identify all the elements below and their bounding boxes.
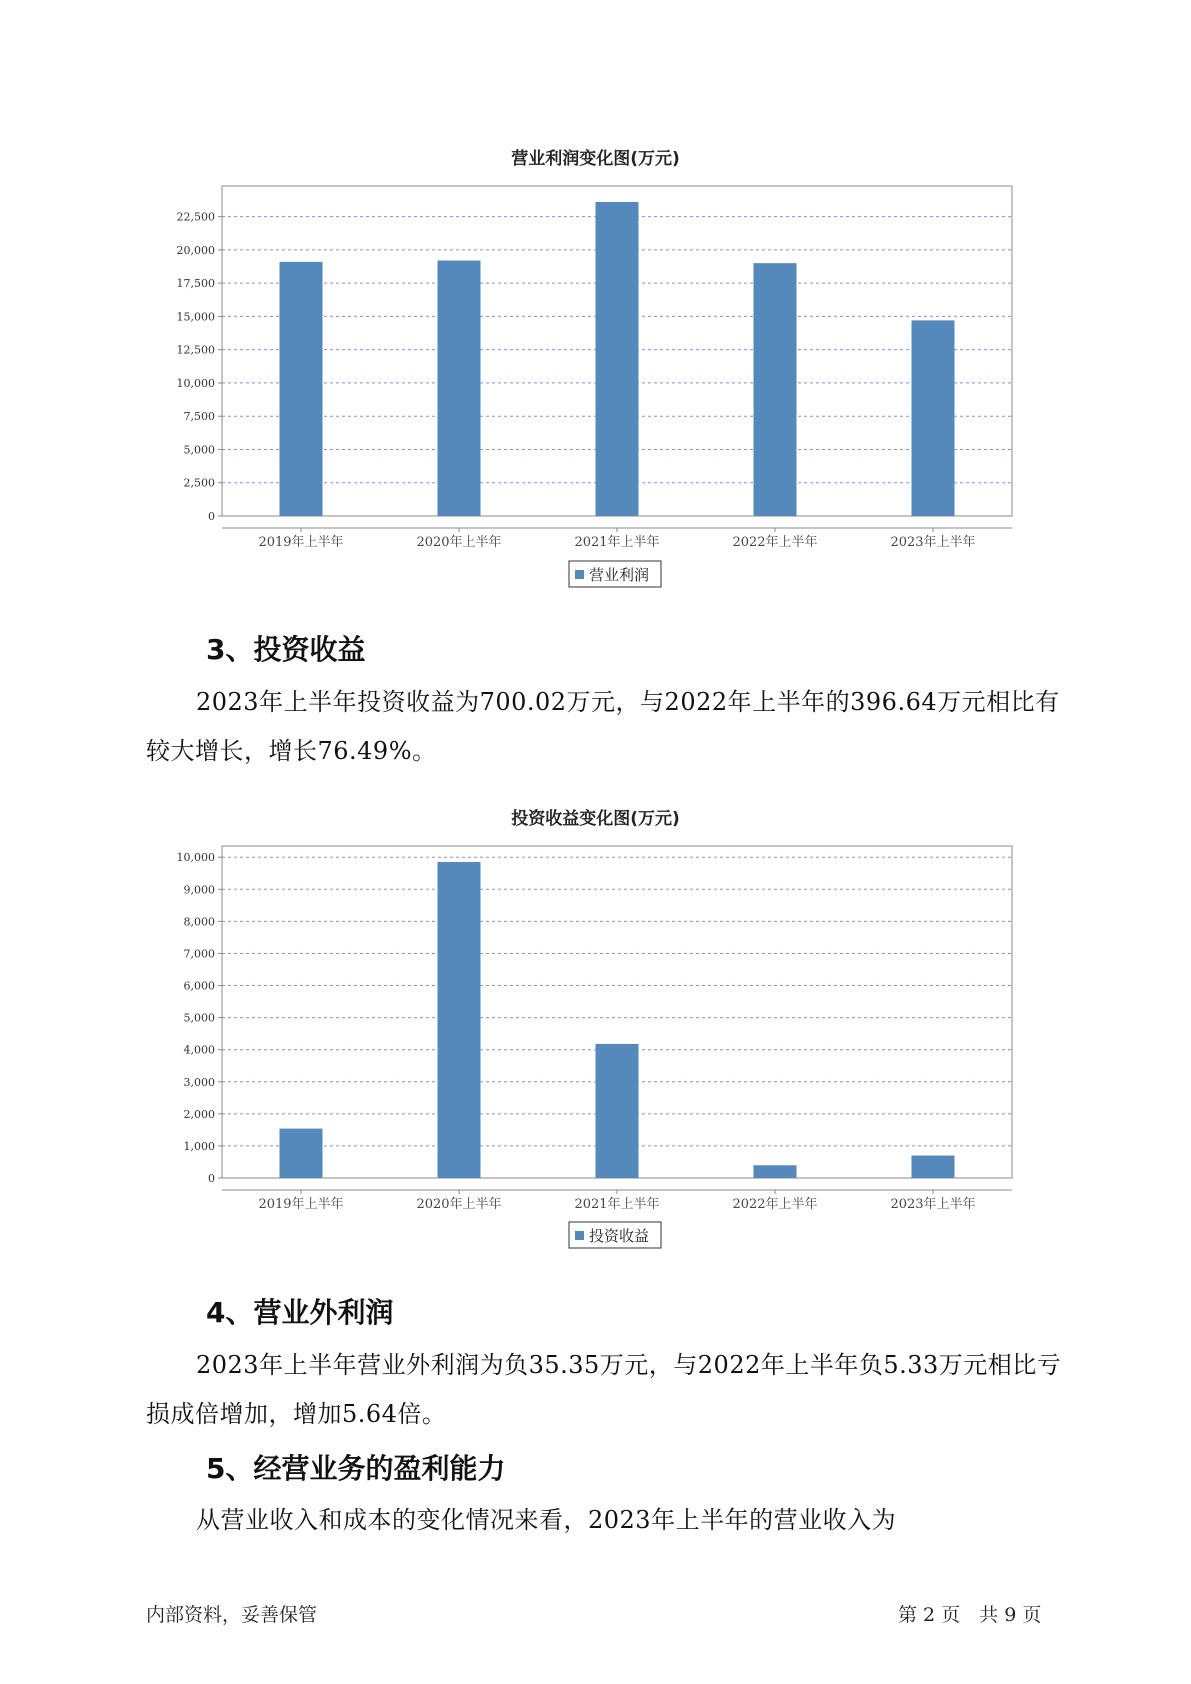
x-tick-label: 2023年上半年	[890, 1197, 976, 1212]
bar-2019年上半年	[280, 1129, 323, 1178]
footer-page-number: 第 2 页 共 9 页	[898, 1604, 1042, 1626]
y-tick-label: 6,000	[183, 979, 215, 993]
y-tick-label: 15,000	[176, 310, 215, 324]
y-tick-label: 2,500	[183, 476, 215, 490]
y-tick-label: 22,500	[176, 210, 215, 224]
footer-confidential: 内部资料，妥善保管	[146, 1604, 318, 1626]
section-3-heading: 3、投资收益	[206, 633, 366, 666]
legend-label: 营业利润	[589, 566, 650, 584]
y-tick-label: 0	[208, 1172, 215, 1185]
legend-swatch	[575, 1231, 584, 1240]
profit-chart-title: 营业利润变化图(万元)	[511, 149, 680, 169]
y-tick-label: 9,000	[183, 883, 215, 897]
y-tick-label: 5,000	[183, 443, 215, 457]
y-tick-label: 4,000	[183, 1043, 215, 1057]
section-4-paragraph	[146, 1341, 1066, 1439]
investment-chart-title: 投资收益变化图(万元)	[511, 809, 680, 829]
y-tick-label: 10,000	[176, 376, 215, 390]
section-4-text: 2023年上半年营业外利润为负35.35万元，与2022年上半年负5.33万元相比亏损成倍增加，增加5.64倍。	[146, 1351, 1062, 1428]
section-3-text: 2023年上半年投资收益为700.02万元，与2022年上半年的396.64万元相比有较大增长，增长76.49%。	[146, 688, 1060, 765]
y-tick-label: 5,000	[183, 1011, 215, 1025]
section-4-heading: 4、营业外利润	[206, 1296, 394, 1329]
section-5-text: 从营业收入和成本的变化情况来看，2023年上半年的营业收入为	[196, 1506, 897, 1534]
x-tick-label: 2023年上半年	[890, 535, 976, 550]
x-tick-label: 2021年上半年	[574, 535, 660, 550]
y-tick-label: 3,000	[183, 1075, 215, 1089]
x-tick-label: 2021年上半年	[574, 1197, 660, 1212]
bar-2023年上半年	[912, 1156, 955, 1178]
y-tick-label: 8,000	[183, 915, 215, 929]
y-tick-label: 7,000	[183, 947, 215, 961]
bar-2020年上半年	[438, 862, 481, 1178]
x-tick-label: 2019年上半年	[258, 535, 344, 550]
y-tick-label: 12,500	[176, 343, 215, 357]
section-5-heading: 5、经营业务的盈利能力	[206, 1452, 506, 1485]
y-tick-label: 2,000	[183, 1107, 215, 1121]
x-tick-label: 2019年上半年	[258, 1197, 344, 1212]
bar-2021年上半年	[596, 1044, 639, 1178]
x-tick-label: 2022年上半年	[732, 535, 818, 550]
bar-2022年上半年	[754, 1165, 797, 1178]
x-tick-label: 2022年上半年	[732, 1197, 818, 1212]
y-tick-label: 17,500	[176, 277, 215, 291]
x-tick-label: 2020年上半年	[416, 1197, 502, 1212]
legend-label: 投资收益	[589, 1227, 650, 1245]
y-tick-label: 10,000	[176, 851, 215, 865]
y-tick-label: 7,500	[183, 410, 215, 424]
section-5-paragraph	[146, 1496, 1066, 1545]
y-tick-label: 0	[208, 510, 215, 523]
y-tick-label: 20,000	[176, 243, 215, 257]
x-tick-label: 2020年上半年	[416, 535, 502, 550]
y-tick-label: 1,000	[183, 1139, 215, 1153]
